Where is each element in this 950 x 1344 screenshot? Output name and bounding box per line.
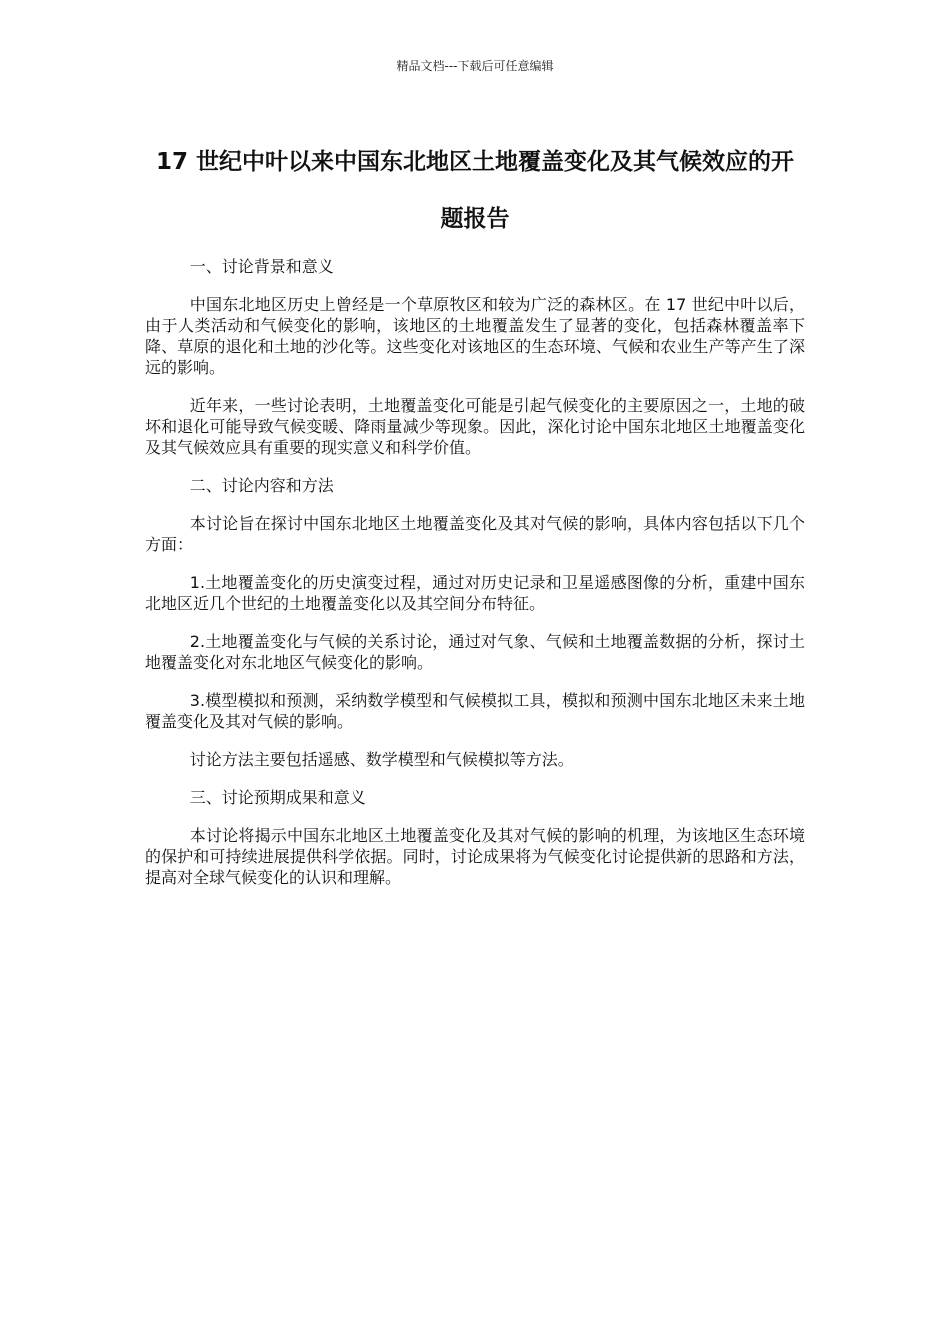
paragraph-expected-results: 本讨论将揭示中国东北地区土地覆盖变化及其对气候的影响的机理，为该地区生态环境的保护和可持续进展提供科学依据。同时，讨论成果将为气候变化讨论提供新的思路和方法，提高对全球气候变化的认识和理解。 [145,826,805,887]
document-title: 17 世纪中叶以来中国东北地区土地覆盖变化及其气候效应的开题报告 [155,149,794,232]
section-heading-content-methods: 二、讨论内容和方法 [189,476,334,495]
page-header-watermark: 精品文档---下载后可任意编辑 [396,59,554,73]
paragraph-background-1: 中国东北地区历史上曾经是一个草原牧区和较为广泛的森林区。在 17 世纪中叶以后，由于人类活动和气候变化的影响，该地区的土地覆盖发生了显著的变化，包括森林覆盖率下降、草原的退化和土地的沙化等。这些变化对该地区的生态环境、气候和农业生产等产生了深远的影响。 [145,295,805,377]
paragraph-content-item-1: 1.土地覆盖变化的历史演变过程，通过对历史记录和卫星遥感图像的分析，重建中国东北地区近几个世纪的土地覆盖变化以及其空间分布特征。 [145,573,805,613]
paragraph-content-item-3: 3.模型模拟和预测，采纳数学模型和气候模拟工具，模拟和预测中国东北地区未来土地覆盖变化及其对气候的影响。 [145,691,805,731]
paragraph-content-intro: 本讨论旨在探讨中国东北地区土地覆盖变化及其对气候的影响，具体内容包括以下几个方面： [145,514,805,554]
document-body [145,256,805,905]
paragraph-background-2: 近年来，一些讨论表明，土地覆盖变化可能是引起气候变化的主要原因之一，土地的破坏和退化可能导致气候变暖、降雨量减少等现象。因此，深化讨论中国东北地区土地覆盖变化及其气候效应具有重要的现实意义和科学价值。 [145,396,805,457]
section-heading-expected-results: 三、讨论预期成果和意义 [189,788,366,807]
paragraph-content-item-2: 2.土地覆盖变化与气候的关系讨论，通过对气象、气候和土地覆盖数据的分析，探讨土地覆盖变化对东北地区气候变化的影响。 [145,632,805,672]
section-heading-background: 一、讨论背景和意义 [189,257,334,276]
paragraph-methods: 讨论方法主要包括遥感、数学模型和气候模拟等方法。 [189,750,574,769]
